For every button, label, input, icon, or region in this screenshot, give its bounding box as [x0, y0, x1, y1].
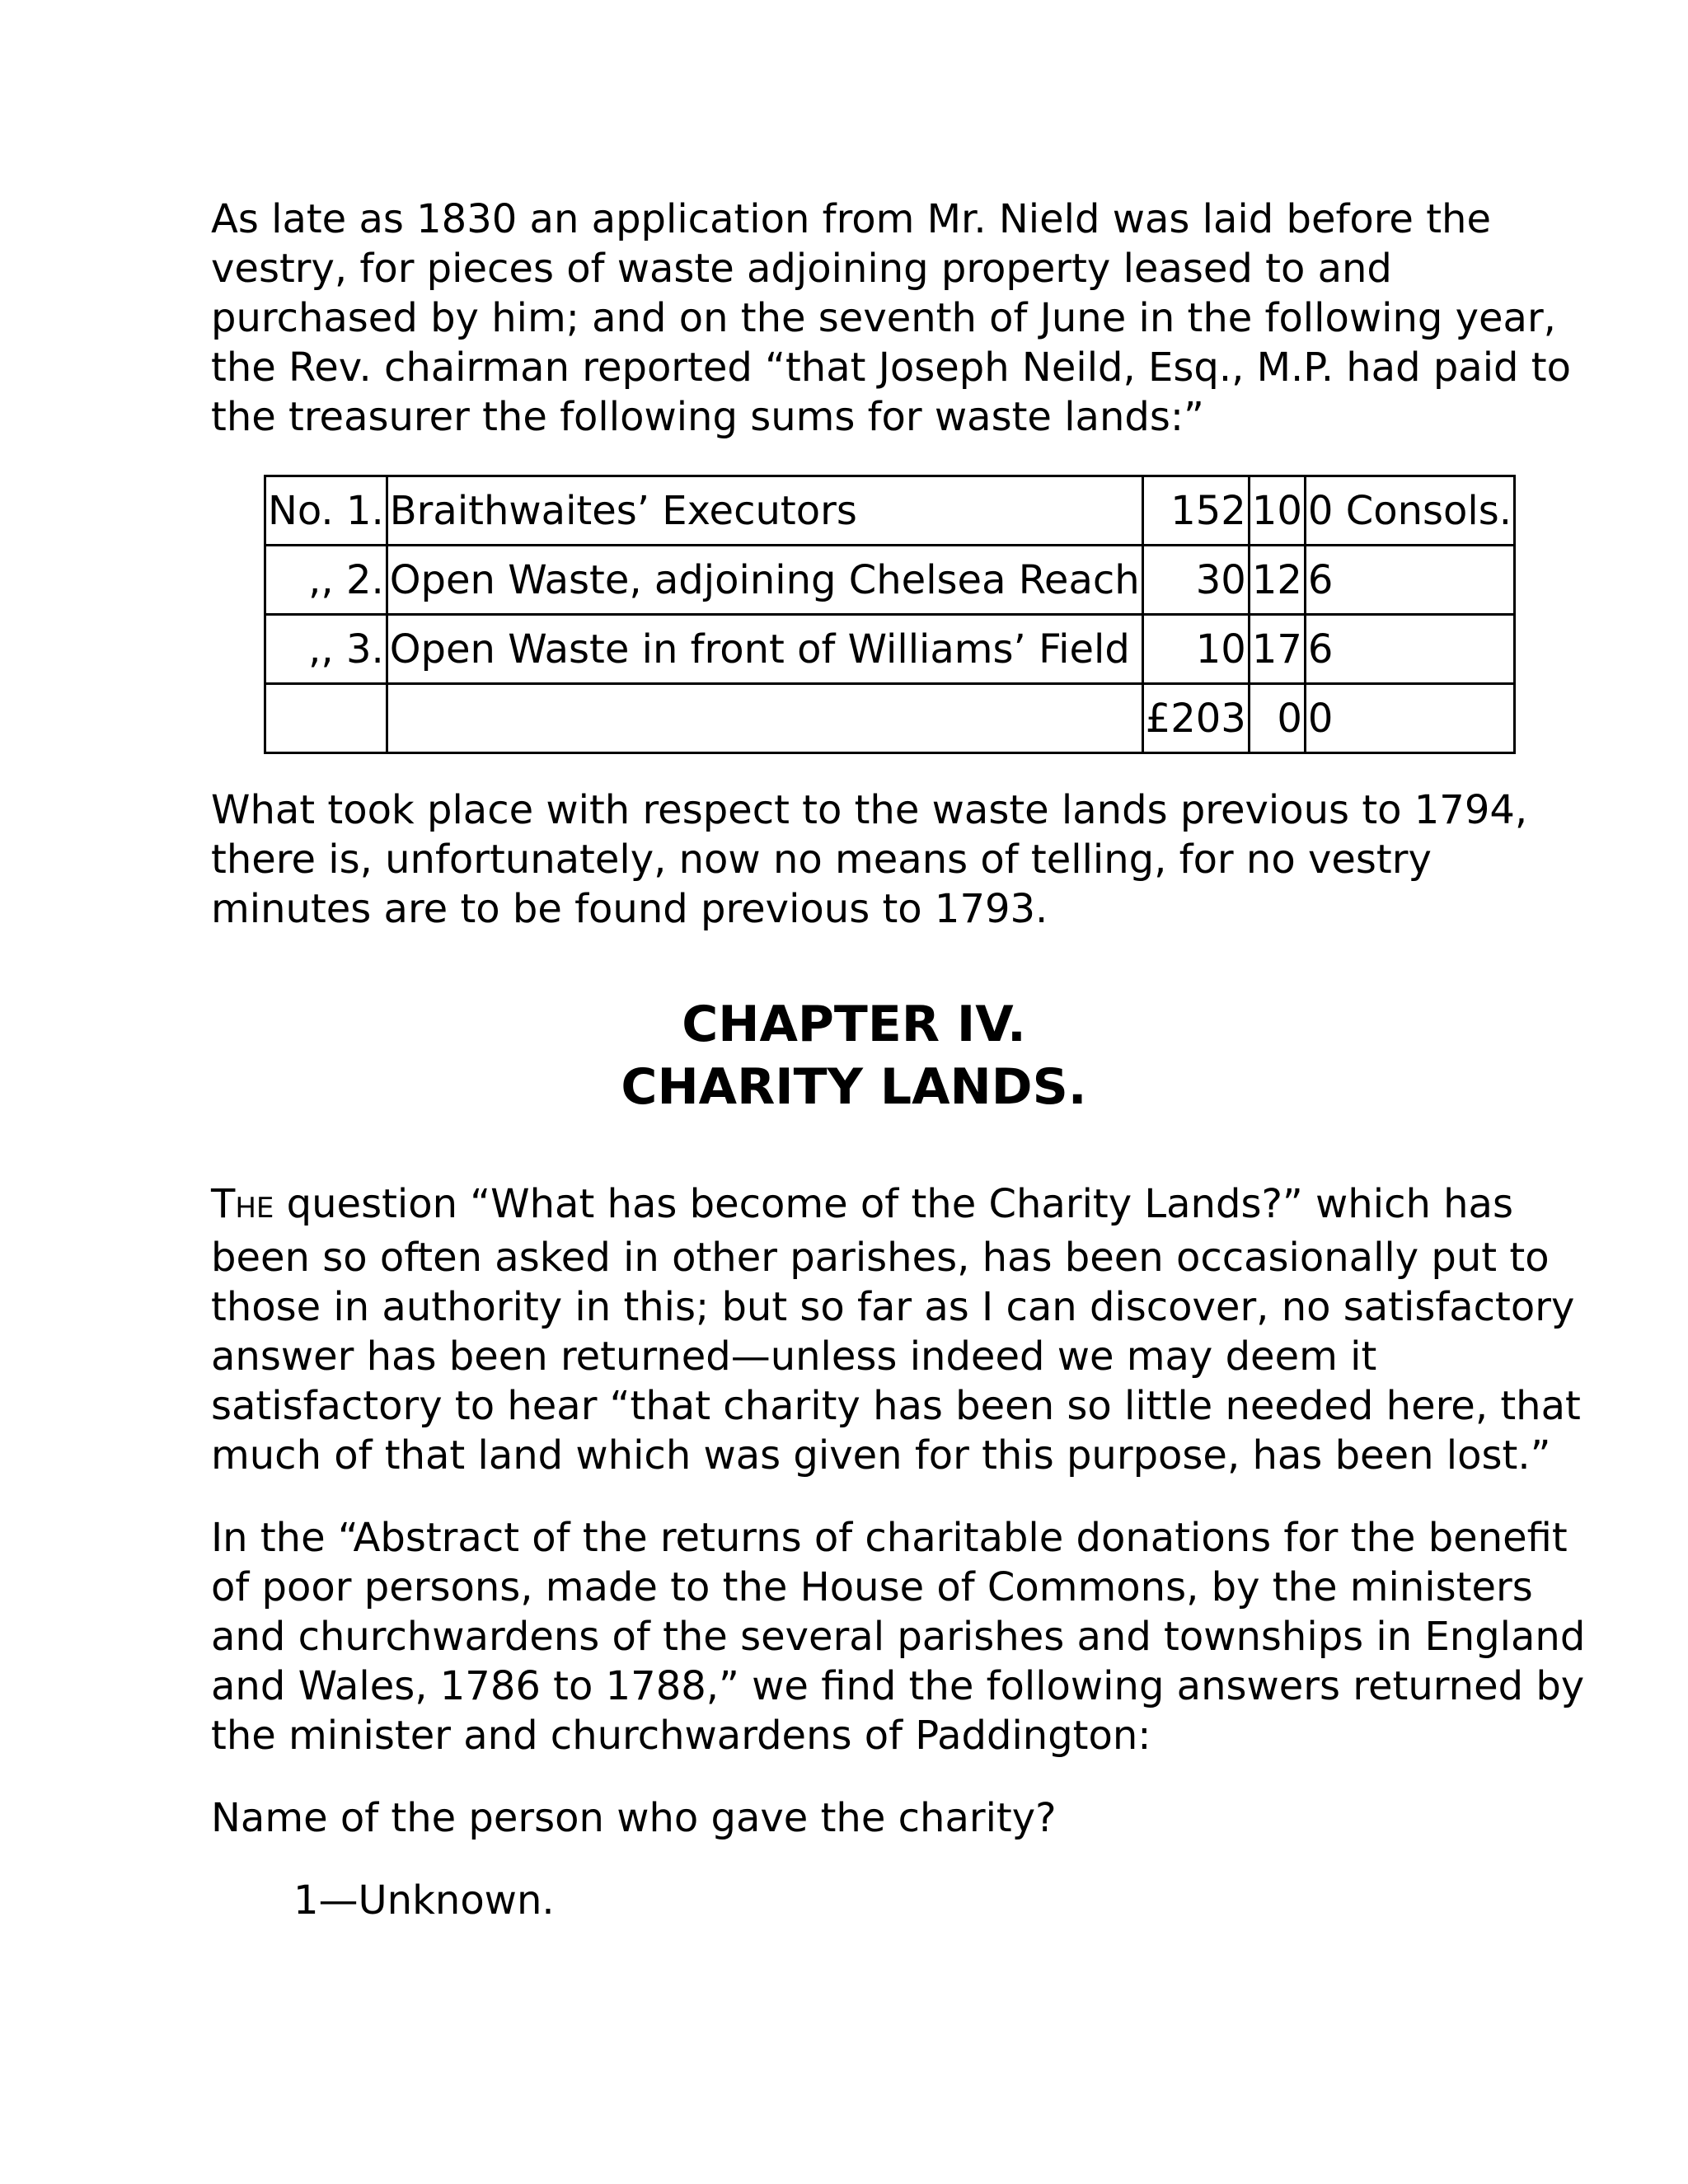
- text-line: there is, unfortunately, now no means of telling, for no vestry: [211, 837, 1432, 883]
- description-cell: Open Waste in front of Williams’ Field: [387, 615, 1142, 684]
- waste-land-sums-table: [264, 475, 1516, 754]
- table-row: [265, 546, 1515, 615]
- shillings-cell: 12: [1249, 546, 1305, 615]
- text-line: and Wales, 1786 to 1788,” we find the following answers returned by: [211, 1663, 1585, 1709]
- question-line: Name of the person who gave the charity?: [211, 1795, 1057, 1841]
- text-line: the treasurer the following sums for waste lands:”: [211, 394, 1204, 440]
- drop-letter: T: [211, 1181, 236, 1227]
- text-line: those in authority in this; but so far as I can discover, no satisfactory: [211, 1284, 1575, 1330]
- total-shillings-cell: 0: [1249, 684, 1305, 753]
- pounds-cell: 152: [1142, 476, 1249, 546]
- description-cell: Braithwaites’ Executors: [387, 476, 1142, 546]
- pounds-cell: 30: [1142, 546, 1249, 615]
- text-line: the Rev. chairman reported “that Joseph Neild, Esq., M.P. had paid to: [211, 344, 1571, 391]
- text-line: [211, 1179, 1513, 1233]
- answer-line: 1—Unknown.: [293, 1877, 555, 1924]
- text-line: the minister and churchwardens of Paddington:: [211, 1713, 1151, 1759]
- text-line: As late as 1830 an application from Mr. Nield was laid before the: [211, 196, 1491, 242]
- paragraph-waste-history: [211, 785, 1528, 934]
- text-line: of poor persons, made to the House of Commons, by the ministers: [211, 1564, 1533, 1610]
- pence-cell: 0 Consols.: [1305, 476, 1514, 546]
- row-number-cell: [265, 684, 387, 753]
- chapter-heading: [211, 993, 1497, 1118]
- total-pence-cell: 0: [1305, 684, 1514, 753]
- row-number-cell: No. 1.: [265, 476, 387, 546]
- shillings-cell: 17: [1249, 615, 1305, 684]
- text-run: question “What has become of the Charity Lands?” which has: [274, 1181, 1513, 1227]
- pence-cell: 6: [1305, 615, 1514, 684]
- page-content: [211, 194, 1586, 1925]
- table-row: [265, 476, 1515, 546]
- row-number-cell: ,, 3.: [265, 615, 387, 684]
- description-cell: Open Waste, adjoining Chelsea Reach: [387, 546, 1142, 615]
- chapter-title: CHARITY LANDS.: [621, 1058, 1087, 1116]
- text-line: purchased by him; and on the seventh of June in the following year,: [211, 295, 1556, 341]
- text-line: satisfactory to hear “that charity has been so little needed here, that: [211, 1383, 1581, 1429]
- text-line: answer has been returned—unless indeed we may deem it: [211, 1333, 1377, 1380]
- table-row: [265, 615, 1515, 684]
- total-pounds-cell: £203: [1142, 684, 1249, 753]
- table-total-row: [265, 684, 1515, 753]
- chapter-number: CHAPTER IV.: [682, 996, 1026, 1053]
- text-line: minutes are to be found previous to 1793.: [211, 886, 1048, 932]
- text-line: In the “Abstract of the returns of charitable donations for the benefit: [211, 1515, 1568, 1561]
- paragraph-charity-question: [211, 1179, 1581, 1480]
- text-line: What took place with respect to the waste lands previous to 1794,: [211, 787, 1528, 833]
- paragraph-waste-application: [211, 194, 1571, 442]
- text-line: much of that land which was given for this purpose, has been lost.”: [211, 1432, 1551, 1479]
- text-line: been so often asked in other parishes, has been occasionally put to: [211, 1235, 1550, 1281]
- pounds-cell: 10: [1142, 615, 1249, 684]
- pence-cell: 6: [1305, 546, 1514, 615]
- paragraph-abstract-returns: [211, 1513, 1586, 1760]
- text-line: and churchwardens of the several parishes and townships in England: [211, 1614, 1586, 1660]
- text-line: vestry, for pieces of waste adjoining property leased to and: [211, 246, 1392, 292]
- row-number-cell: ,, 2.: [265, 546, 387, 615]
- shillings-cell: 10: [1249, 476, 1305, 546]
- description-cell: [387, 684, 1142, 753]
- small-caps-text: HE: [235, 1192, 274, 1225]
